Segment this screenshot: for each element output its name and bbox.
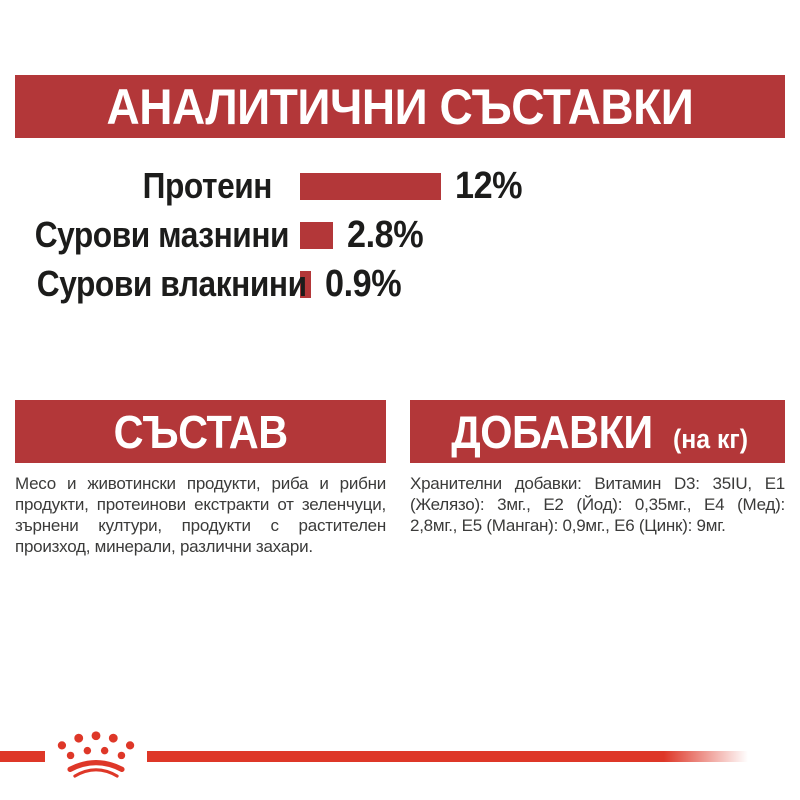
footer-rule-right-segment xyxy=(147,751,748,762)
composition-section xyxy=(15,400,386,557)
chart-value-label: 2.8% xyxy=(347,213,424,256)
additives-title: ДОБАВКИ xyxy=(451,405,653,458)
footer-rule-left-segment xyxy=(0,751,45,762)
additives-title-suffix: (на кг) xyxy=(673,423,749,454)
analytical-constituents-banner xyxy=(15,75,785,138)
additives-body-text: Хранителни добавки: Витамин D3: 35IU, Е1 (Желязо): 3мг., Е2 (Йод): 0,35мг., Е4 (Мед): 2,8мг., Е5 (Манган): 0,9мг., Е6 (Цинк): 9мг. xyxy=(410,474,785,535)
royal-canin-crown-icon xyxy=(48,730,144,778)
chart-category-label: Сурови мазнини xyxy=(34,214,290,255)
chart-row-crude-fibre xyxy=(0,264,410,304)
chart-bar-crude-fat xyxy=(300,222,333,249)
chart-value-label: 12% xyxy=(455,164,523,207)
chart-bar-protein xyxy=(300,173,441,200)
additives-header xyxy=(410,400,785,463)
page-title: АНАЛИТИЧНИ СЪСТАВКИ xyxy=(106,78,694,135)
chart-category-label: Протеин xyxy=(142,165,272,206)
chart-value-label: 0.9% xyxy=(325,262,402,305)
composition-header xyxy=(15,400,386,463)
chart-row-protein xyxy=(0,166,530,206)
chart-row-crude-fat xyxy=(0,215,432,255)
composition-title: СЪСТАВ xyxy=(113,405,288,458)
composition-body-text: Месо и животински продукти, риба и рибни продукти, протеинови екстракти от зеленчуци, зърнени култури, продукти с растителен произход, минерали, различни захари. xyxy=(15,474,386,556)
chart-category-label: Сурови влакнини xyxy=(36,263,307,304)
additives-section xyxy=(410,400,785,536)
